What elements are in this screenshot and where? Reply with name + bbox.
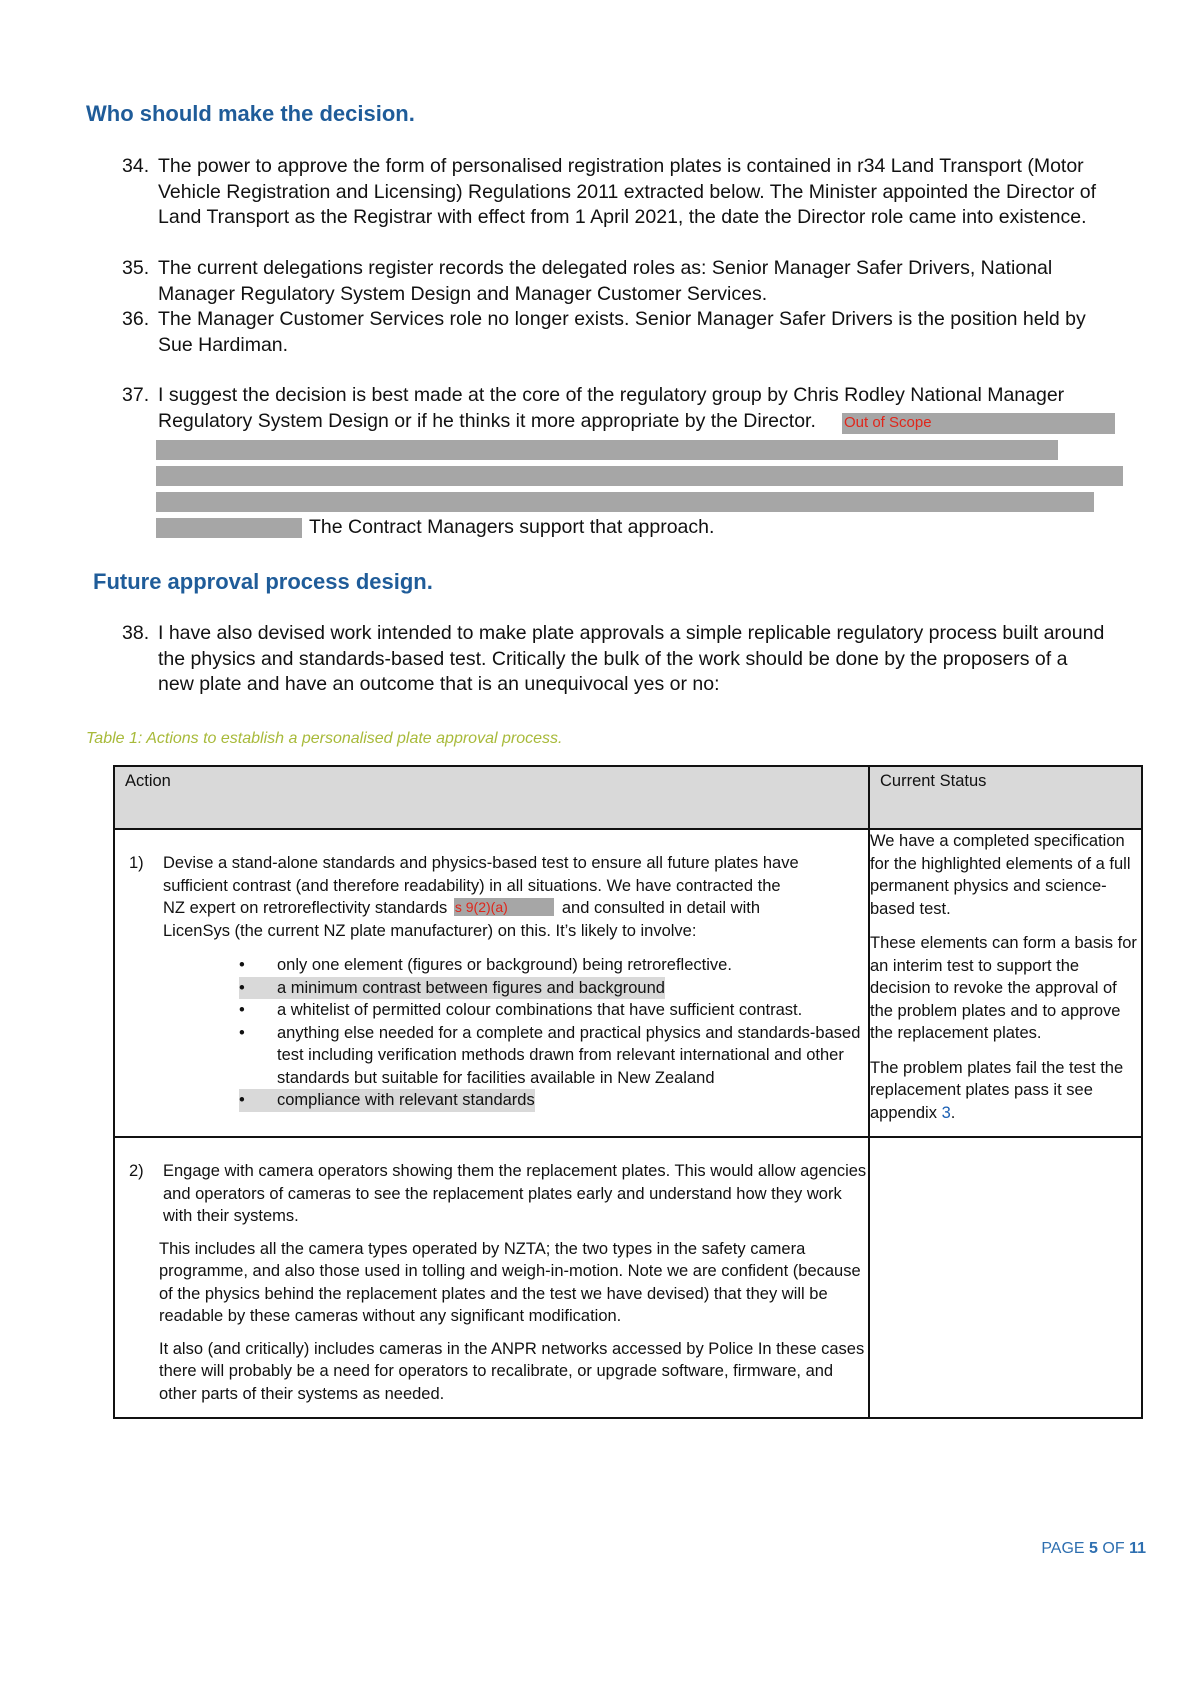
paragraph-number: 34.	[122, 155, 150, 177]
redaction-block	[156, 466, 1123, 486]
page-label: PAGE	[1041, 1540, 1085, 1557]
paragraph-number: 35.	[122, 257, 150, 279]
item-subparagraph: It also (and critically) includes cameras in the ANPR networks accessed by Police In these cases there will probably be a need for operators to recalibrate, or upgrade software, firmware, and other parts of their systems as needed.	[159, 1339, 865, 1403]
action-cell	[114, 1137, 869, 1418]
section-heading-future-approval: Future approval process design.	[93, 569, 433, 594]
action-cell	[114, 829, 869, 1137]
appendix-link[interactable]: 3	[941, 1103, 951, 1122]
list-item	[239, 999, 868, 1022]
bullet-icon: •	[239, 1001, 245, 1019]
list-item	[239, 977, 868, 1000]
status-paragraph: These elements can form a basis for an interim test to support the decision to revoke the approval of the problem plates and to approve the replacement plates.	[870, 934, 1137, 1042]
paragraph-line: the physics and standards-based test. Critically the bulk of the work should be done by the proposers of a	[158, 647, 1068, 670]
section-heading-decision: Who should make the decision.	[86, 101, 415, 126]
paragraph-line: new plate and have an outcome that is an unequivocal yes or no:	[158, 673, 720, 695]
list-item	[239, 1089, 868, 1112]
actions-table	[113, 765, 1143, 1419]
paragraph-line: Land Transport as the Registrar with effect from 1 April 2021, the date the Director role came into existence.	[158, 206, 1087, 228]
status-paragraph	[870, 1057, 1141, 1125]
bullet-icon: •	[239, 1091, 245, 1109]
status-cell	[869, 1137, 1142, 1418]
redaction-block	[156, 492, 1094, 512]
paragraph-line: The current delegations register records the delegated roles as: Senior Manager Safer Drivers, National	[158, 257, 1053, 279]
column-header-action: Action	[114, 766, 869, 829]
redaction-label: s 9(2)(a)	[454, 899, 508, 915]
current-page: 5	[1089, 1540, 1098, 1557]
paragraph-number: 36.	[122, 308, 150, 330]
table-header-row	[114, 766, 1142, 829]
bullet-icon: •	[239, 956, 245, 974]
item-line: NZ expert on retroreflectivity standards	[163, 899, 448, 917]
total-pages: 11	[1129, 1540, 1146, 1557]
item-line: and consulted in detail with	[561, 899, 761, 917]
status-cell	[869, 829, 1142, 1137]
list-item-text: a whitelist of permitted colour combinations that have sufficient contrast.	[277, 1001, 803, 1019]
paragraph-number: 37.	[122, 384, 150, 406]
list-item-text: a minimum contrast between figures and background	[277, 978, 665, 997]
list-item-text: compliance with relevant standards	[277, 1091, 535, 1109]
item-text: Engage with camera operators showing them the replacement plates. This would allow agencies and operators of cameras to see the replacement plates early and understand how they work with their systems.	[163, 1162, 867, 1225]
status-period: .	[950, 1103, 956, 1122]
redaction-label: Out of Scope	[844, 414, 932, 431]
table-row	[114, 829, 1142, 1137]
action-item-2	[115, 1160, 868, 1228]
item-number: 2)	[129, 1162, 144, 1180]
status-paragraph: We have a completed specification for the highlighted elements of a full permanent physics and science- based test.	[870, 832, 1131, 918]
paragraph-36	[122, 307, 1162, 359]
paragraph-38	[122, 621, 1172, 701]
item-subparagraph: This includes all the camera types operated by NZTA; the two types in the safety camera programme, and also those used in tolling and weigh-in-motion. Note we are confident (because of the physics behind the replacement plates and the test we have devised) that they will be readable by these cameras without any significant modification.	[159, 1239, 861, 1325]
action-item-1	[115, 852, 868, 942]
list-item-text: only one element (figures or background) being retroreflective.	[277, 956, 732, 974]
item-line: Devise a stand-alone standards and physics-based test to ensure all future plates have	[163, 854, 799, 872]
redaction-block	[156, 440, 1058, 460]
bullet-icon: •	[239, 978, 245, 997]
criteria-list	[115, 954, 868, 1112]
of-label: OF	[1102, 1540, 1125, 1557]
redaction-block	[454, 898, 554, 916]
paragraph-35	[122, 256, 1162, 308]
paragraph-line: Sue Hardiman.	[158, 333, 289, 356]
contract-managers-sentence: The Contract Managers support that approach.	[309, 516, 715, 538]
paragraph-line: The power to approve the form of personalised registration plates is contained in r34 Land Transport (Motor	[158, 155, 1084, 177]
item-line: LicenSys (the current NZ plate manufacturer) on this. It’s likely to involve:	[163, 921, 697, 940]
table-row	[114, 1137, 1142, 1418]
redaction-block	[842, 413, 1115, 434]
item-number: 1)	[129, 854, 144, 872]
list-item-text: anything else needed for a complete and practical physics and standards-based test including verification methods drawn from relevant international and other standards but suitable for facilities available in New Zealand	[277, 1023, 861, 1087]
item-line: sufficient contrast (and therefore readability) in all situations. We have contracted the	[163, 876, 781, 895]
status-text: The problem plates fail the test the replacement plates pass it see appendix	[870, 1058, 1124, 1122]
paragraph-line: Manager Regulatory System Design and Manager Customer Services.	[158, 282, 768, 305]
page-number	[1041, 1540, 1146, 1558]
paragraph-line: Vehicle Registration and Licensing) Regulations 2011 extracted below. The Minister appointed the Director of	[158, 180, 1096, 203]
paragraph-34	[122, 154, 1162, 234]
table-caption: Table 1: Actions to establish a personalised plate approval process.	[86, 730, 563, 747]
paragraph-line: I have also devised work intended to make plate approvals a simple replicable regulatory process built around	[158, 622, 1105, 644]
paragraph-line: I suggest the decision is best made at the core of the regulatory group by Chris Rodley National Manager	[158, 384, 1065, 406]
paragraph-line: Regulatory System Design or if he thinks it more appropriate by the Director.	[158, 409, 816, 432]
column-header-status: Current Status	[869, 766, 1142, 829]
paragraph-line: The Manager Customer Services role no longer exists. Senior Manager Safer Drivers is the position held by	[158, 308, 1086, 330]
list-item	[239, 1022, 868, 1090]
redaction-block	[156, 518, 302, 538]
paragraph-number: 38.	[122, 622, 150, 644]
list-item	[239, 954, 868, 977]
bullet-icon: •	[239, 1023, 245, 1042]
